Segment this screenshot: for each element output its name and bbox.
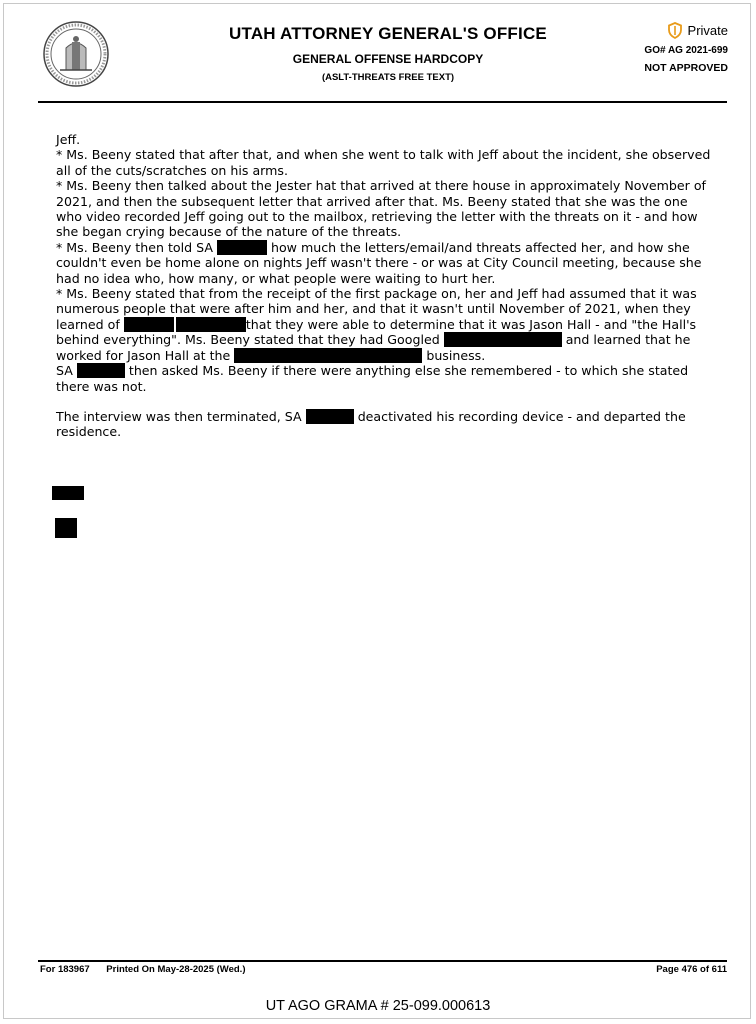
state-seal-icon	[42, 20, 110, 88]
footer-printed-date: Printed On May-28-2025 (Wed.)	[106, 964, 246, 975]
document-subtitle: GENERAL OFFENSE HARDCOPY	[292, 52, 484, 66]
redaction-box	[124, 317, 174, 332]
document-subsubtitle: (ASLT-THREATS FREE TEXT)	[321, 72, 455, 83]
body-paragraph: * Ms. Beeny stated that after that, and when she went to talk with Jeff about the incident, she observed all of the cuts/scratches on his arms.	[56, 147, 711, 178]
redaction-box	[217, 240, 267, 255]
go-number: GO# AG 2021-699	[644, 45, 728, 56]
header-divider	[38, 101, 727, 103]
classification-row	[644, 22, 728, 39]
document-title: UTAH ATTORNEY GENERAL'S OFFICE	[229, 24, 547, 43]
body-paragraph: The interview was then terminated, SA deactivated his recording device - and departed the residence.	[56, 408, 686, 440]
footer-divider	[38, 960, 727, 962]
body-paragraph: SA then asked Ms. Beeny if there were anything else she remembered - to which she stated there was not.	[56, 363, 689, 394]
body-paragraph: * Ms. Beeny stated that from the receipt of the first package on, her and Jeff had assumed that it was numerous people that were after him and her, and that it wasn't until November of 2021, when they learned of that they were able to determine that it was Jason Hall - and "the Hall's behind everything". Ms. Beeny stated that they had Googled and learned that he worked for Jason Hall at the business.	[56, 286, 697, 363]
body-line: Jeff.	[56, 132, 81, 147]
redaction-box	[77, 363, 125, 378]
report-body	[56, 132, 716, 440]
footer-left	[40, 964, 260, 975]
redaction-box	[176, 317, 246, 332]
shield-icon	[668, 22, 682, 39]
redaction-box	[234, 348, 422, 363]
redaction-box	[52, 486, 84, 500]
grama-number: UT AGO GRAMA # 25-099.000613	[265, 998, 491, 1014]
redaction-box	[55, 518, 77, 538]
classification-label: Private	[687, 23, 728, 38]
redaction-box	[306, 409, 354, 424]
header-center	[190, 24, 586, 83]
footer-page-number: Page 476 of 611	[656, 964, 727, 975]
header-right	[644, 22, 728, 74]
body-paragraph: * Ms. Beeny then told SA how much the letters/email/and threats affected her, and how she couldn't even be home alone on nights Jeff wasn't there - or was at City Council meeting, because she had no idea who, how many, or what people were waiting to hurt her.	[56, 239, 702, 286]
redaction-box	[444, 332, 562, 347]
footer-record-id: For 183967	[40, 964, 90, 975]
body-paragraph: * Ms. Beeny then talked about the Jester hat that arrived at there house in approximately November of 2021, and then the subsequent letter that arrived after that. Ms. Beeny stated that she was the one who video recorded Jeff going out to the mailbox, retrieving the letter with the threats on it - and how she began crying because of the nature of the threats.	[56, 178, 706, 240]
approval-status: NOT APPROVED	[644, 62, 728, 74]
